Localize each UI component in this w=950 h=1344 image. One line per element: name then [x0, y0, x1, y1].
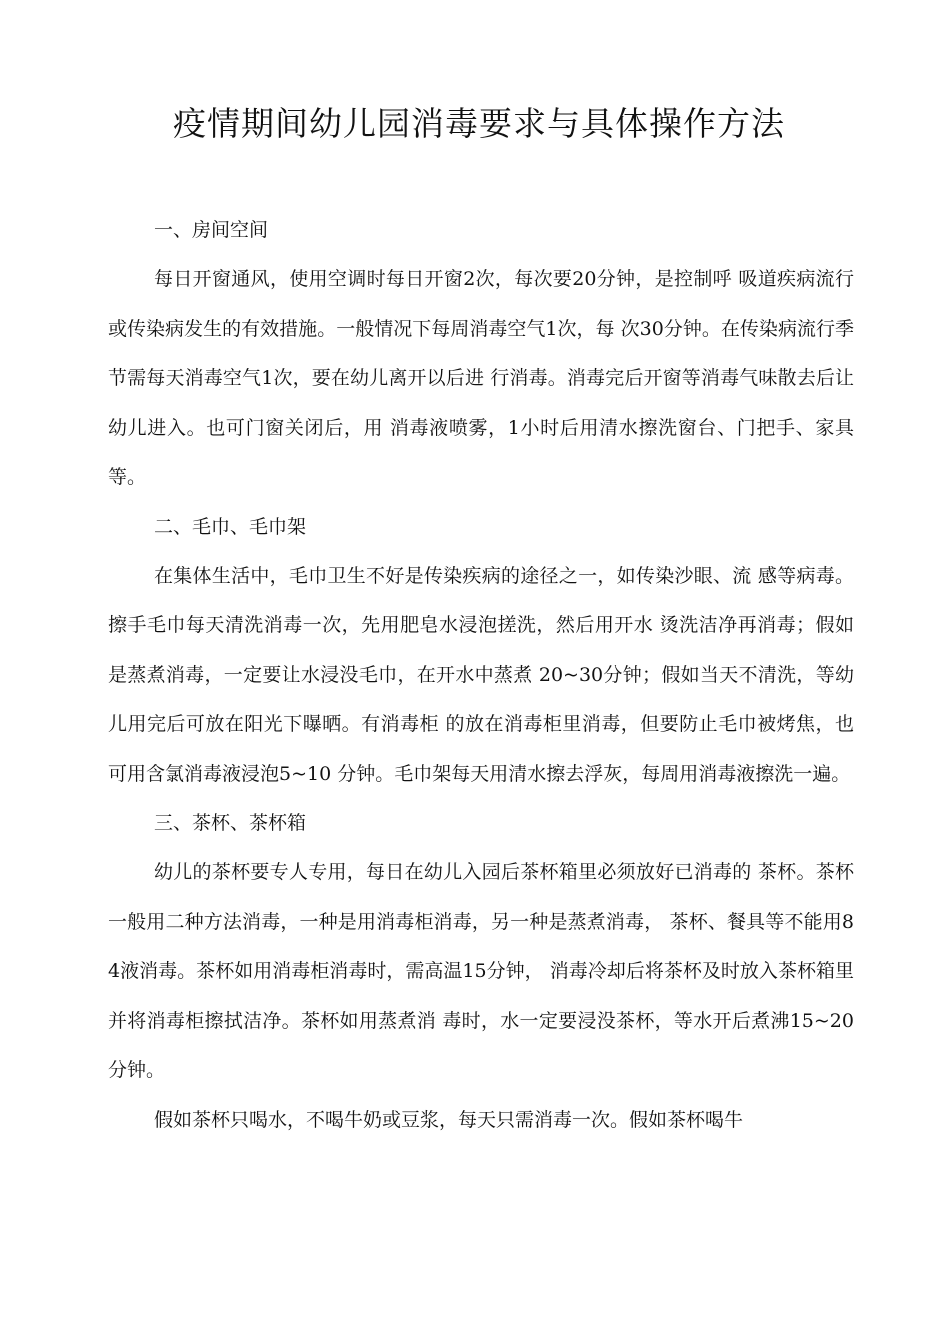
section-heading-towel: 二、毛巾、毛巾架 [154, 515, 307, 538]
section-heading-cup: 三、茶杯、茶杯箱 [154, 812, 307, 834]
paragraph-cup: 幼儿的茶杯要专人专用，每日在幼儿入园后茶杯箱里必须放好已消毒的 茶杯。茶杯一般用二种方法消毒，一种是用消毒柜消毒，另一种是蒸煮消毒， 茶杯、餐具等不能用84液消毒。茶杯如用消毒柜消毒时，需高温15分钟， 消毒冷却后将茶杯及时放入茶杯箱里并将消毒柜擦拭洁净。茶杯如用蒸煮消 毒时，水一定要浸没茶杯，等水开后煮沸15~20分钟。 [108, 861, 854, 1081]
document-body [108, 206, 854, 1145]
section-heading-room: 一、房间空间 [154, 219, 269, 241]
paragraph-room: 每日开窗通风，使用空调时每日开窗2次，每次要20分钟，是控制呼 吸道疾病流行或传染病发生的有效措施。一般情况下每周消毒空气1次，每 次30分钟。在传染病流行季节需每天消毒空气1次，要在幼儿离开以后进 行消毒。消毒完后开窗等消毒气味散去后让幼儿进入。也可门窗关闭后，用 消毒液喷雾，1小时后用清水擦洗窗台、门把手、家具等。 [108, 268, 854, 488]
paragraph-towel: 在集体生活中，毛巾卫生不好是传染疾病的途径之一，如传染沙眼、流 感等病毒。擦手毛巾每天清洗消毒一次，先用肥皂水浸泡搓洗，然后用开水 烫洗洁净再消毒；假如是蒸煮消毒，一定要让水浸没毛巾，在开水中蒸煮 20~30分钟；假如当天不清洗，等幼儿用完后可放在阳光下曝晒。有消毒柜 的放在消毒柜里消毒，但要防止毛巾被烤焦，也可用含氯消毒液浸泡5~10 分钟。毛巾架每天用清水擦去浮灰，每周用消毒液擦洗一遍。 [108, 564, 854, 785]
paragraph-cup-milk: 假如茶杯只喝水，不喝牛奶或豆浆，每天只需消毒一次。假如茶杯喝牛 [154, 1108, 744, 1131]
page-title: 疫情期间幼儿园消毒要求与具体操作方法 [173, 104, 785, 143]
